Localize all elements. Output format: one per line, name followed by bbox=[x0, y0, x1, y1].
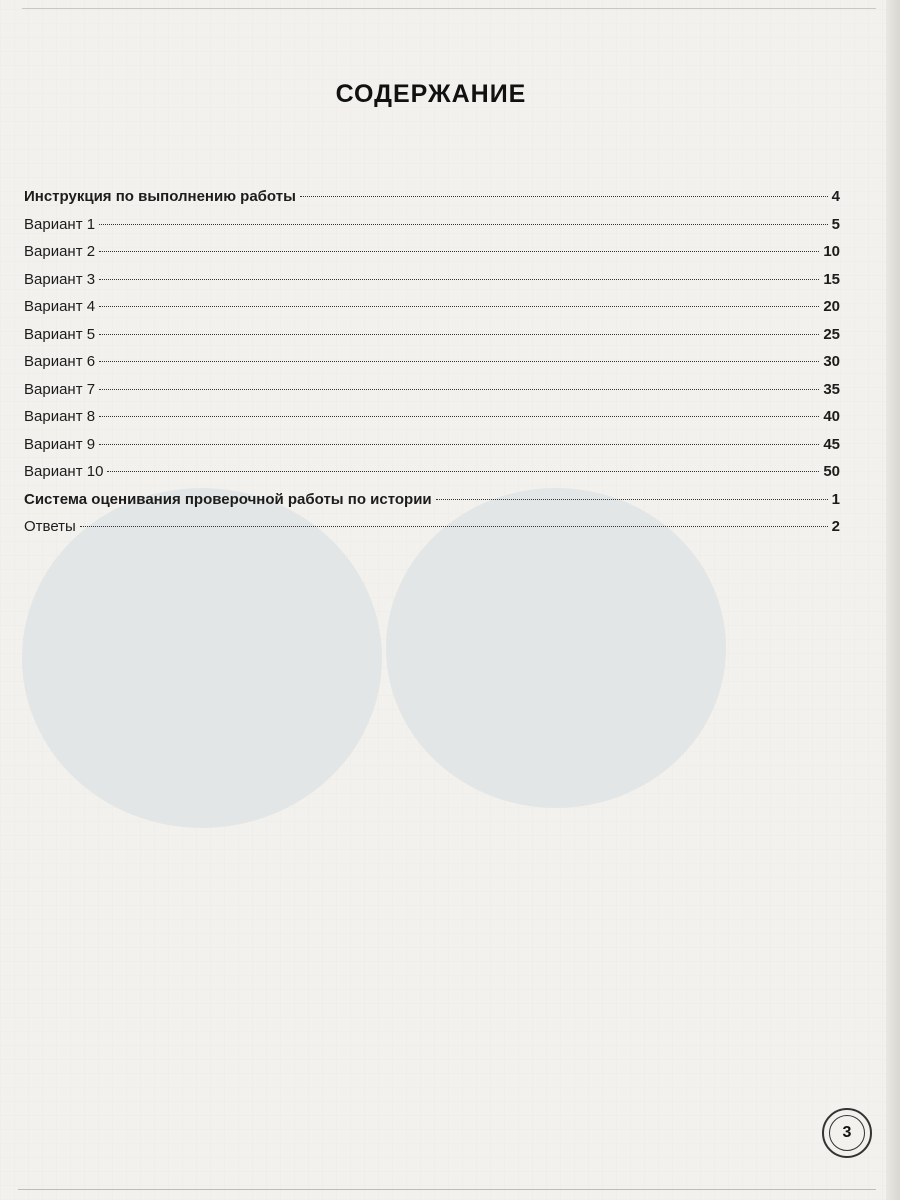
toc-label: Вариант 1 bbox=[24, 215, 96, 233]
toc-label: Система оценивания проверочной работы по истории bbox=[24, 490, 432, 508]
toc-label: Вариант 5 bbox=[24, 325, 96, 343]
page-number-badge bbox=[822, 1108, 872, 1158]
toc-label: Вариант 3 bbox=[24, 270, 96, 288]
toc-page-number: 4 bbox=[831, 188, 840, 205]
toc-row[interactable] bbox=[24, 408, 840, 436]
toc-row[interactable] bbox=[24, 188, 840, 216]
top-rule bbox=[22, 8, 876, 9]
toc-label: Вариант 4 bbox=[24, 298, 96, 315]
toc-leader bbox=[99, 334, 819, 335]
toc-page-number: 50 bbox=[823, 463, 840, 480]
toc-row[interactable] bbox=[24, 353, 840, 381]
toc-leader bbox=[107, 471, 819, 472]
toc-leader bbox=[99, 224, 828, 225]
toc-leader bbox=[80, 526, 828, 527]
toc-page-number: 10 bbox=[823, 243, 840, 260]
toc-label: Вариант 2 bbox=[24, 243, 96, 260]
page-number: 3 bbox=[829, 1115, 865, 1151]
table-of-contents bbox=[24, 188, 840, 546]
toc-leader bbox=[99, 444, 819, 445]
bottom-rule bbox=[18, 1189, 876, 1190]
toc-row[interactable] bbox=[24, 216, 840, 244]
toc-page-number: 5 bbox=[831, 215, 840, 233]
toc-page-number: 25 bbox=[823, 325, 840, 343]
toc-label: Вариант 8 bbox=[24, 408, 96, 425]
toc-leader bbox=[99, 279, 819, 280]
page-title: СОДЕРЖАНИЕ bbox=[335, 80, 527, 108]
page-edge bbox=[886, 0, 900, 1200]
toc-row[interactable] bbox=[24, 491, 840, 519]
toc-page-number: 1 bbox=[831, 490, 840, 508]
toc-row[interactable] bbox=[24, 243, 840, 271]
toc-row[interactable] bbox=[24, 436, 840, 464]
toc-leader bbox=[436, 499, 828, 500]
toc-label: Вариант 6 bbox=[24, 353, 96, 370]
toc-page-number: 20 bbox=[823, 298, 840, 315]
toc-label: Ответы bbox=[24, 518, 76, 535]
toc-row[interactable] bbox=[24, 271, 840, 299]
toc-leader bbox=[99, 361, 819, 362]
toc-label: Вариант 7 bbox=[24, 380, 96, 398]
toc-page-number: 30 bbox=[823, 353, 840, 370]
toc-leader bbox=[99, 306, 819, 307]
toc-row[interactable] bbox=[24, 381, 840, 409]
toc-page-number: 45 bbox=[823, 435, 840, 453]
toc-row[interactable] bbox=[24, 326, 840, 354]
toc-row[interactable] bbox=[24, 463, 840, 491]
toc-label: Вариант 9 bbox=[24, 435, 96, 453]
toc-leader bbox=[99, 389, 819, 390]
toc-page-number: 35 bbox=[823, 380, 840, 398]
toc-leader bbox=[300, 196, 828, 197]
toc-label: Инструкция по выполнению работы bbox=[24, 188, 296, 205]
toc-leader bbox=[99, 416, 819, 417]
toc-page-number: 15 bbox=[823, 270, 840, 288]
toc-row[interactable] bbox=[24, 518, 840, 546]
toc-label: Вариант 10 bbox=[24, 463, 104, 480]
toc-page-number: 40 bbox=[823, 408, 840, 425]
toc-row[interactable] bbox=[24, 298, 840, 326]
toc-leader bbox=[99, 251, 819, 252]
toc-page-number: 2 bbox=[831, 518, 840, 535]
